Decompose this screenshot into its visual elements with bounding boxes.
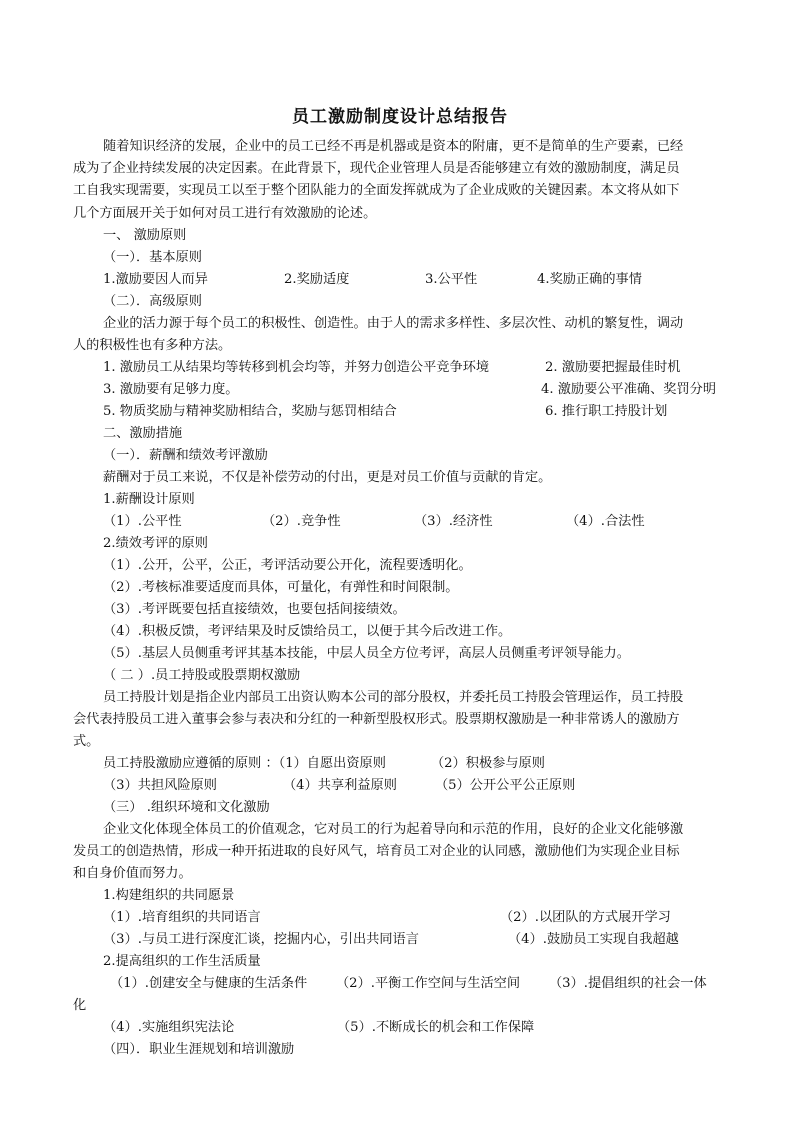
subsection-heading: （四）．职业生涯规划和培训激励: [103, 1042, 295, 1057]
subsection-heading: （ 二 ）.员工持股或股票期权激励: [103, 668, 301, 683]
list-item: 4.奖励正确的事情: [537, 272, 642, 287]
list-item: （2）.平衡工作空间与生活空间: [336, 976, 521, 991]
subsection-heading: （一）．薪酬和绩效考评激励: [103, 448, 268, 463]
list-item: （3）.经济性: [414, 514, 493, 529]
document-title: 员工激励制度设计总结报告: [292, 107, 508, 127]
subsection-heading: （二）．高级原则: [103, 294, 202, 309]
list-item: 4. 激励要公平准确、奖罚分明: [541, 382, 717, 397]
list-item: （1）.公开，公平，公正，考评活动要公开化，流程要透明化。: [103, 558, 472, 573]
list-item: （5）.不断成长的机会和工作保障: [337, 1020, 535, 1035]
paragraph-line: 工自我实现需要，实现员工以至于整个团队能力的全面发挥就成为了企业成败的关键因素。本文将从如下: [73, 183, 680, 198]
paragraph-line: 式。: [73, 734, 100, 749]
paragraph-line: 随着知识经济的发展，企业中的员工已经不再是机器或是资本的附庸，更不是简单的生产要素，已经: [103, 139, 684, 154]
list-heading: 1.构建组织的共同愿景: [103, 888, 235, 903]
list-item: 1. 激励员工从结果均等转移到机会均等，并努力创造公平竞争环境: [103, 360, 490, 375]
paragraph-line: 成为了企业持续发展的决定因素。在此背景下，现代企业管理人员是否能够建立有效的激励制度，满足员: [73, 161, 680, 176]
list-item: （1）.公平性: [103, 514, 182, 529]
list-item: 2. 激励要把握最佳时机: [545, 360, 681, 375]
list-item: （2）.以团队的方式展开学习: [500, 910, 671, 925]
paragraph-line: 几个方面展开关于如何对员工进行有效激励的论述。: [73, 206, 377, 221]
subsection-heading: （三） .组织环境和文化激励: [103, 800, 270, 815]
paragraph-line: 薪酬对于员工来说，不仅是补偿劳动的付出，更是对员工价值与贡献的肯定。: [103, 470, 552, 485]
paragraph-line: 企业文化体现全体员工的价值观念，它对员工的行为起着导向和示范的作用，良好的企业文化能够激: [103, 822, 684, 837]
list-item: 2.奖励适度: [284, 272, 350, 287]
list-item: （4）共享利益原则: [283, 778, 397, 793]
list-item: 3. 激励要有足够力度。: [103, 382, 239, 397]
list-item: （3）.考评既要包括直接绩效，也要包括间接绩效。: [103, 602, 406, 617]
list-item: 6. 推行职工持股计划: [545, 404, 668, 419]
list-item: （5）.基层人员侧重考评其基本技能，中层人员全方位考评，高层人员侧重考评领导能力。: [103, 646, 630, 661]
list-item: （2）.竞争性: [262, 514, 341, 529]
list-item: （1）.创建安全与健康的生活条件: [110, 976, 308, 991]
list-item: （4）.鼓励员工实现自我超越: [508, 932, 679, 947]
list-item: （4）.积极反馈，考评结果及时反馈给员工，以便于其今后改进工作。: [103, 624, 512, 639]
list-item: （4）.实施组织宪法论: [103, 1020, 235, 1035]
paragraph-line: 企业的活力源于每个员工的积极性、创造性。由于人的需求多样性、多层次性、动机的繁复性，调动: [103, 316, 684, 331]
list-item: 5. 物质奖励与精神奖励相结合，奖励与惩罚相结合: [103, 404, 397, 419]
paragraph-line: 和自身价值而努力。: [73, 866, 192, 881]
list-heading: 2.提高组织的工作生活质量: [103, 954, 261, 969]
list-item: （4）.合法性: [566, 514, 645, 529]
list-item: 3.公平性: [425, 272, 478, 287]
list-item: （3）共担风险原则: [103, 778, 217, 793]
list-item: （2）积极参与原则: [431, 756, 545, 771]
paragraph-line: 会代表持股员工进入董事会参与表决和分红的一种新型股权形式。股票期权激励是一种非常诱人的激励方: [73, 712, 680, 727]
subsection-heading: （一）．基本原则: [103, 250, 202, 265]
list-item: （5）公开公平公正原则: [435, 778, 576, 793]
paragraph-line: 发员工的创造热情，形成一种开拓进取的良好风气，培育员工对企业的认同感，激励他们为实现企业目标: [73, 844, 680, 859]
list-item: （2）.考核标准要适度而具体，可量化，有弹性和时间限制。: [103, 580, 459, 595]
section-heading: 二、激励措施: [103, 426, 183, 441]
list-item: 化: [73, 998, 87, 1013]
list-item: 1.激励要因人而异: [103, 272, 208, 287]
list-item: 员工持股激励应遵循的原则 ：（1）自愿出资原则: [103, 756, 386, 771]
list-item: （3）.与员工进行深度汇谈，挖掘内心，引出共同语言: [103, 932, 419, 947]
list-item: （3）.提倡组织的社会一体: [549, 976, 707, 991]
paragraph-line: 员工持股计划是指企业内部员工出资认购本公司的部分股权，并委托员工持股会管理运作，员工持股: [103, 690, 684, 705]
list-item: （1）.培育组织的共同语言: [103, 910, 261, 925]
paragraph-line: 人的积极性也有多种方法。: [73, 338, 232, 353]
list-heading: 2.绩效考评的原则: [103, 536, 208, 551]
section-heading: 一、 激励原则: [103, 228, 187, 243]
list-heading: 1.薪酬设计原则: [103, 492, 195, 507]
